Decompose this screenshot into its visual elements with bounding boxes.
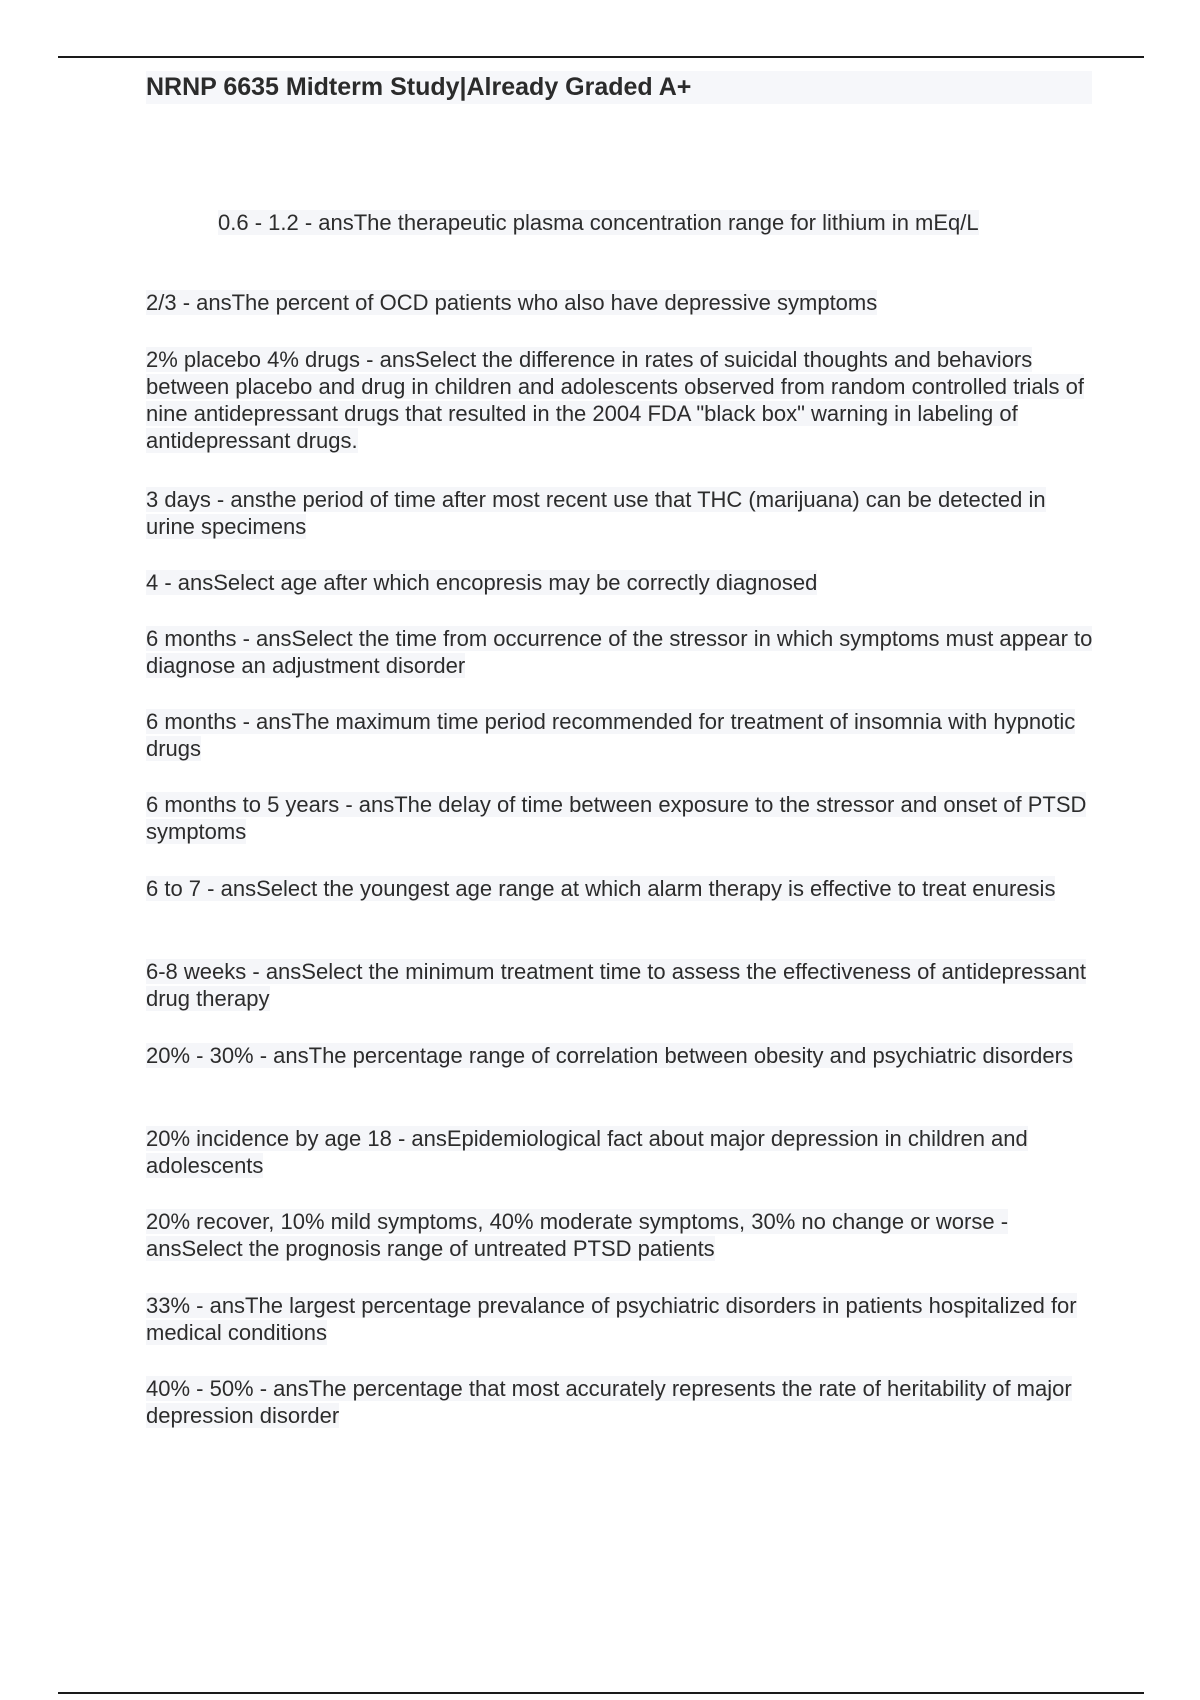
qa-entry-text: 6-8 weeks - ansSelect the minimum treatment time to assess the effectiveness of antidepressant drug therapy (146, 959, 1086, 1011)
qa-entry (146, 569, 1096, 596)
qa-entry-text: 20% recover, 10% mild symptoms, 40% moderate symptoms, 30% no change or worse - ansSelect the prognosis range of untreated PTSD patients (146, 1209, 1009, 1261)
qa-entry (146, 1125, 1096, 1179)
qa-entry (146, 875, 1096, 902)
qa-entry (146, 625, 1096, 679)
qa-entry (146, 289, 1096, 316)
qa-entry-text: 4 - ansSelect age after which encopresis may be correctly diagnosed (146, 570, 818, 595)
qa-entry (146, 708, 1096, 762)
qa-entry-text: 20% incidence by age 18 - ansEpidemiological fact about major depression in children and adolescents (146, 1126, 1028, 1178)
qa-entry-text: 6 months - ansThe maximum time period recommended for treatment of insomnia with hypnotic drugs (146, 709, 1076, 761)
qa-entry-text: 6 to 7 - ansSelect the youngest age range at which alarm therapy is effective to treat enuresis (146, 876, 1056, 901)
qa-entry-text: 33% - ansThe largest percentage prevalance of psychiatric disorders in patients hospitalized for medical conditions (146, 1293, 1077, 1345)
qa-entry (146, 791, 1096, 845)
qa-entry (218, 209, 1098, 236)
page-title: NRNP 6635 Midterm Study|Already Graded A+ (146, 73, 692, 101)
qa-entry-text: 6 months - ansSelect the time from occurrence of the stressor in which symptoms must appear to diagnose an adjustment disorder (146, 626, 1093, 678)
qa-entry (146, 1042, 1096, 1069)
qa-entry (146, 1292, 1096, 1346)
qa-entry-text: 3 days - ansthe period of time after most recent use that THC (marijuana) can be detected in urine specimens (146, 487, 1046, 539)
qa-entry (146, 958, 1096, 1012)
qa-entry (146, 486, 1096, 540)
qa-entry (146, 346, 1096, 454)
top-rule (58, 56, 1144, 58)
qa-entry-text: 2% placebo 4% drugs - ansSelect the difference in rates of suicidal thoughts and behaviors between placebo and drug in children and adolescents observed from random controlled trials of nine antidepressant drugs that resulted in the 2004 FDA "black box" warning in labeling of antidepressant drugs. (146, 347, 1085, 453)
qa-entry (146, 1375, 1096, 1429)
qa-entry-text: 6 months to 5 years - ansThe delay of time between exposure to the stressor and onset of PTSD symptoms (146, 792, 1087, 844)
bottom-rule (58, 1692, 1144, 1694)
qa-entry-text: 0.6 - 1.2 - ansThe therapeutic plasma concentration range for lithium in mEq/L (218, 210, 979, 235)
qa-entry (146, 1208, 1096, 1262)
qa-entry-text: 2/3 - ansThe percent of OCD patients who also have depressive symptoms (146, 290, 878, 315)
qa-entry-text: 20% - 30% - ansThe percentage range of correlation between obesity and psychiatric disorders (146, 1043, 1073, 1068)
qa-entry-text: 40% - 50% - ansThe percentage that most accurately represents the rate of heritability of major depression disorder (146, 1376, 1072, 1428)
